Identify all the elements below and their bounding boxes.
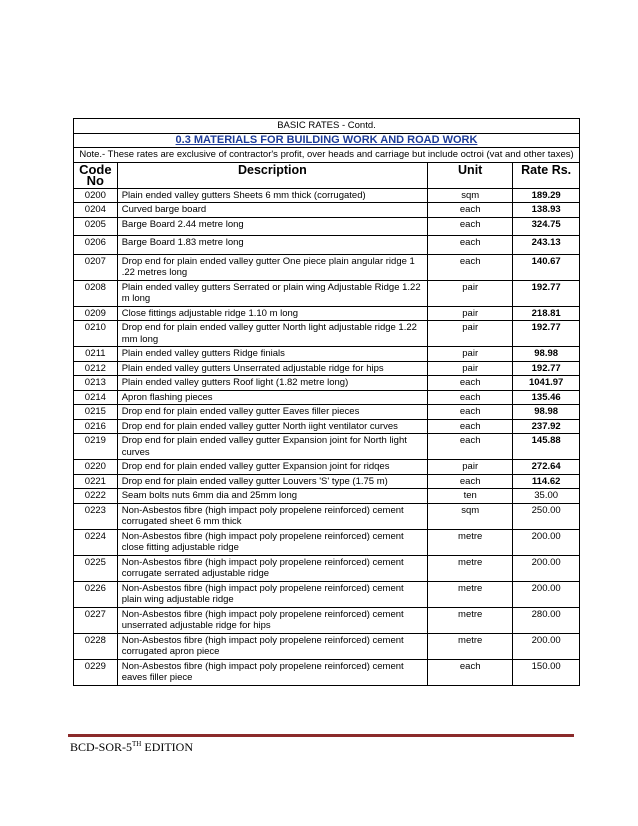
table-row	[74, 633, 580, 659]
row-code: 0208	[74, 280, 118, 306]
footer-edition	[70, 740, 193, 755]
row-description: Non-Asbestos fibre (high impact poly propelene reinforced) cement plain wing adjustable ridge	[117, 581, 427, 607]
row-code: 0200	[74, 188, 118, 203]
table-row	[74, 390, 580, 405]
row-rate: 98.98	[513, 347, 580, 362]
rates-note: Note.- These rates are exclusive of contractor's profit, over heads and carriage but include octroi (vat and other taxes)	[74, 148, 580, 163]
row-rate: 200.00	[513, 581, 580, 607]
row-description: Drop end for plain ended valley gutter Eaves filler pieces	[117, 405, 427, 420]
table-row	[74, 376, 580, 391]
row-description: Plain ended valley gutters Ridge finials	[117, 347, 427, 362]
row-rate: 135.46	[513, 390, 580, 405]
row-rate: 98.98	[513, 405, 580, 420]
row-unit: pair	[428, 361, 513, 376]
table-row	[74, 460, 580, 475]
row-description: Plain ended valley gutters Serrated or plain wing Adjustable Ridge 1.22 m long	[117, 280, 427, 306]
row-unit: each	[428, 217, 513, 236]
row-code: 0210	[74, 321, 118, 347]
row-rate: 192.77	[513, 280, 580, 306]
table-row	[74, 280, 580, 306]
row-rate: 218.81	[513, 306, 580, 321]
row-code: 0209	[74, 306, 118, 321]
row-code: 0223	[74, 503, 118, 529]
row-description: Barge Board 1.83 metre long	[117, 236, 427, 255]
row-description: Non-Asbestos fibre (high impact poly propelene reinforced) cement corrugated apron piece	[117, 633, 427, 659]
row-description: Non-Asbestos fibre (high impact poly propelene reinforced) cement corrugated sheet 6 mm thick	[117, 503, 427, 529]
row-description: Drop end for plain ended valley gutter One piece plain angular ridge 1 .22 metres long	[117, 254, 427, 280]
row-code: 0220	[74, 460, 118, 475]
table-row	[74, 503, 580, 529]
row-description: Plain ended valley gutters Unserrated adjustable ridge for hips	[117, 361, 427, 376]
table-row	[74, 529, 580, 555]
row-description: Barge Board 2.44 metre long	[117, 217, 427, 236]
header-description: Description	[117, 162, 427, 188]
header-unit: Unit	[428, 162, 513, 188]
row-unit: each	[428, 203, 513, 218]
note-row	[74, 148, 580, 163]
row-rate: 200.00	[513, 555, 580, 581]
row-code: 0221	[74, 474, 118, 489]
table-row	[74, 236, 580, 255]
table-row	[74, 306, 580, 321]
row-description: Drop end for plain ended valley gutter Louvers 'S' type (1.75 m)	[117, 474, 427, 489]
row-unit: sqm	[428, 503, 513, 529]
table-row	[74, 581, 580, 607]
row-rate: 192.77	[513, 321, 580, 347]
row-code: 0214	[74, 390, 118, 405]
row-unit: each	[428, 236, 513, 255]
row-unit: pair	[428, 280, 513, 306]
row-unit: each	[428, 405, 513, 420]
row-code: 0215	[74, 405, 118, 420]
row-unit: each	[428, 434, 513, 460]
row-code: 0222	[74, 489, 118, 504]
row-rate: 145.88	[513, 434, 580, 460]
row-rate: 192.77	[513, 361, 580, 376]
row-rate: 280.00	[513, 607, 580, 633]
row-unit: ten	[428, 489, 513, 504]
table-row	[74, 474, 580, 489]
basic-rates-table	[73, 118, 580, 686]
footer-edition-suffix: EDITION	[141, 740, 194, 754]
table-row	[74, 361, 580, 376]
table-subtitle: BASIC RATES - Contd.	[74, 119, 580, 134]
row-unit: metre	[428, 581, 513, 607]
row-code: 0224	[74, 529, 118, 555]
row-description: Plain ended valley gutters Roof light (1.82 metre long)	[117, 376, 427, 391]
row-unit: pair	[428, 306, 513, 321]
row-code: 0204	[74, 203, 118, 218]
row-code: 0228	[74, 633, 118, 659]
table-row	[74, 555, 580, 581]
row-unit: metre	[428, 529, 513, 555]
row-code: 0227	[74, 607, 118, 633]
row-description: Apron flashing pieces	[117, 390, 427, 405]
row-rate: 35.00	[513, 489, 580, 504]
row-unit: each	[428, 474, 513, 489]
row-rate: 324.75	[513, 217, 580, 236]
table-row	[74, 347, 580, 362]
row-description: Non-Asbestos fibre (high impact poly propelene reinforced) cement close fitting adjustable ridge	[117, 529, 427, 555]
section-title: 0.3 MATERIALS FOR BUILDING WORK AND ROAD WORK	[74, 133, 580, 148]
table-row	[74, 254, 580, 280]
row-description: Close fittings adjustable ridge 1.10 m long	[117, 306, 427, 321]
row-rate: 272.64	[513, 460, 580, 475]
table-row	[74, 434, 580, 460]
row-rate: 138.93	[513, 203, 580, 218]
row-rate: 114.62	[513, 474, 580, 489]
row-description: Non-Asbestos fibre (high impact poly propelene reinforced) cement corrugate serrated adjustable ridge	[117, 555, 427, 581]
row-unit: pair	[428, 321, 513, 347]
row-unit: each	[428, 390, 513, 405]
row-unit: pair	[428, 347, 513, 362]
row-unit: metre	[428, 633, 513, 659]
row-rate: 250.00	[513, 503, 580, 529]
row-code: 0219	[74, 434, 118, 460]
row-code: 0213	[74, 376, 118, 391]
row-description: Drop end for plain ended valley gutter Expansion joint for North light curves	[117, 434, 427, 460]
row-unit: sqm	[428, 188, 513, 203]
row-unit: each	[428, 659, 513, 685]
row-description: Drop end for plain ended valley gutter Expansion joint for ridqes	[117, 460, 427, 475]
row-rate: 243.13	[513, 236, 580, 255]
table-row	[74, 405, 580, 420]
header-code: Code No	[74, 162, 118, 188]
table-row	[74, 659, 580, 685]
row-code: 0229	[74, 659, 118, 685]
row-rate: 189.29	[513, 188, 580, 203]
table-row	[74, 203, 580, 218]
row-rate: 1041.97	[513, 376, 580, 391]
row-code: 0206	[74, 236, 118, 255]
row-rate: 237.92	[513, 419, 580, 434]
row-unit: metre	[428, 555, 513, 581]
row-code: 0212	[74, 361, 118, 376]
row-description: Plain ended valley gutters Sheets 6 mm thick (corrugated)	[117, 188, 427, 203]
footer-edition-prefix: BCD-SOR-5	[70, 740, 133, 754]
row-unit: each	[428, 376, 513, 391]
row-code: 0211	[74, 347, 118, 362]
table-row	[74, 188, 580, 203]
table-row	[74, 607, 580, 633]
row-description: Seam bolts nuts 6mm dia and 25mm long	[117, 489, 427, 504]
table-row	[74, 217, 580, 236]
footer-rule	[68, 734, 574, 737]
row-unit: metre	[428, 607, 513, 633]
row-description: Curved barge board	[117, 203, 427, 218]
section-title-row	[74, 133, 580, 148]
header-rate: Rate Rs.	[513, 162, 580, 188]
table-row	[74, 419, 580, 434]
row-description: Non-Asbestos fibre (high impact poly propelene reinforced) cement unserrated adjustable ridge for hips	[117, 607, 427, 633]
row-rate: 140.67	[513, 254, 580, 280]
row-code: 0205	[74, 217, 118, 236]
row-description: Drop end for plain ended valley gutter North iight ventilator curves	[117, 419, 427, 434]
row-unit: each	[428, 419, 513, 434]
row-code: 0226	[74, 581, 118, 607]
footer-edition-sup: TH	[132, 740, 142, 748]
table-row	[74, 321, 580, 347]
row-description: Non-Asbestos fibre (high impact poly propelene reinforced) cement eaves filler piece	[117, 659, 427, 685]
row-code: 0225	[74, 555, 118, 581]
row-unit: each	[428, 254, 513, 280]
row-unit: pair	[428, 460, 513, 475]
row-rate: 200.00	[513, 633, 580, 659]
subtitle-row	[74, 119, 580, 134]
row-rate: 150.00	[513, 659, 580, 685]
table-row	[74, 489, 580, 504]
row-rate: 200.00	[513, 529, 580, 555]
row-code: 0207	[74, 254, 118, 280]
row-description: Drop end for plain ended valley gutter North light adjustable ridge 1.22 mm long	[117, 321, 427, 347]
row-code: 0216	[74, 419, 118, 434]
header-row	[74, 162, 580, 188]
